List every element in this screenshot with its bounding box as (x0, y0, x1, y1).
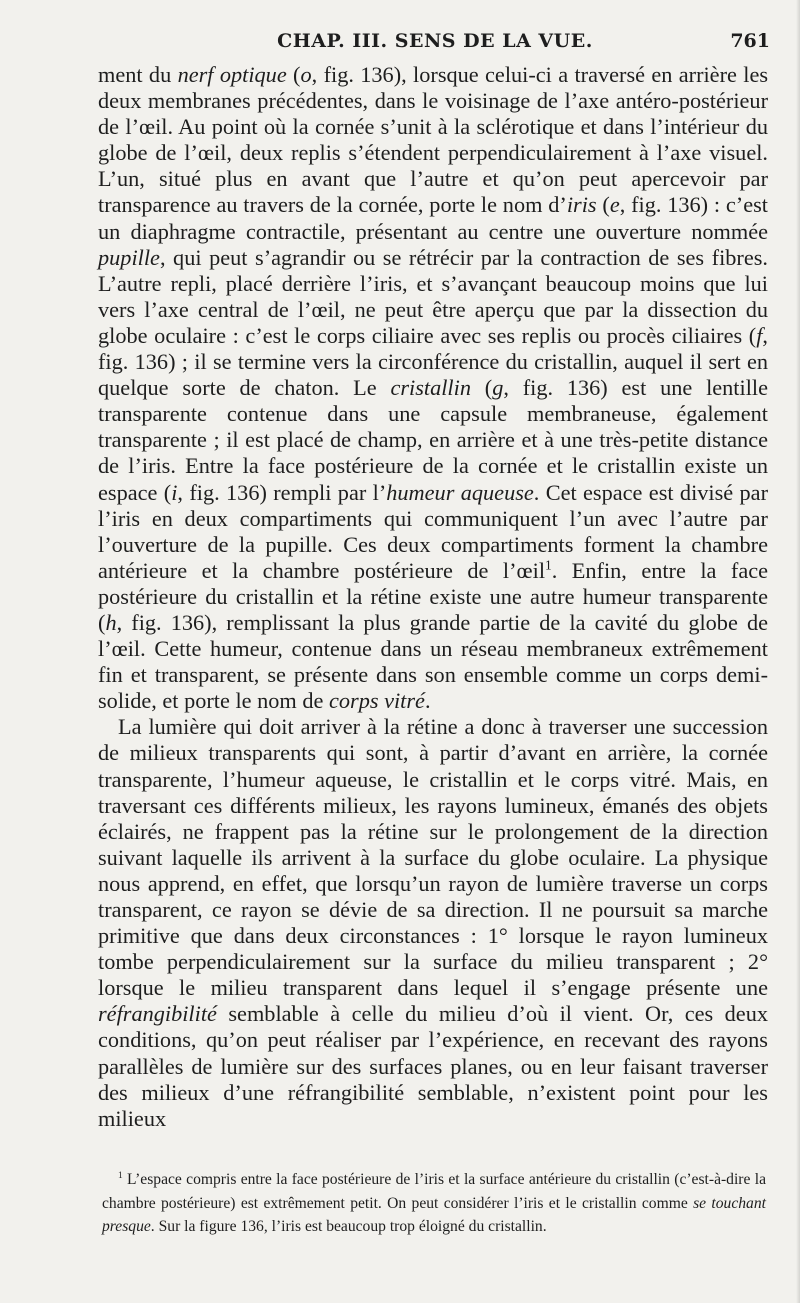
text-run: ( (286, 62, 301, 87)
text-run: , fig. 136), remplissant la plus grande partie de la cavité du globe de l’œil. Cette humeur, contenue dans un réseau membraneux extrêmement fin et transparent, se présente dans son ensemble comme un corps demi-solide, et porte le nom de (98, 609, 768, 714)
italic-term: cristallin (390, 375, 471, 401)
text-run: semblable à celle du milieu d’où il vient. Or, ces deux conditions, qu’on peut réaliser par l’expérience, en recevant des rayons parallèles de lumière sur des surfaces planes, ou en leur faisant traverser des milieux d’une réfrangibilité semblable, n’existent point pour les milieux (98, 1001, 768, 1131)
text-run: . (424, 688, 431, 714)
text-run: . Cet espace est divisé par l’iris en deux compartiments qui communiquent l’un avec l’autre par l’ouverture de la pupille. Ces deux compartiments forment la chambre antérieure et la chambre postérieure de l’œil (98, 479, 769, 583)
text-run: . Sur la figure 136, l’iris est beaucoup trop éloigné du cristallin. (150, 1218, 547, 1235)
chapter-title: CHAP. III. SENS DE LA VUE. (277, 30, 593, 52)
running-header (100, 26, 770, 60)
italic-term: pupille (98, 244, 160, 270)
italic-term: se touchant presque (102, 1194, 766, 1235)
text-run: , fig. 136), lorsque celui-ci a traversé en arrière les deux membranes précédentes, dans le voisinage de l’axe antéro-postérieur de l’œil. Au point où la cornée s’unit à la sclérotique et dans l’intérieur du globe de l’œil, deux replis s’étendent perpendiculairement à l’axe visuel. L’un, situé plus en avant que l’autre et qu’on peut apercevoir par transparence au travers de la cornée, porte le nom d’ (98, 62, 769, 218)
italic-term: réfrangibilité (98, 1001, 217, 1027)
footnotes (102, 1168, 766, 1239)
italic-term: i (171, 479, 178, 505)
text-run: L’espace compris entre la face postérieure de l’iris et la surface antérieure du cristallin (c’est-à-dire la chambre postérieure) est extrêmement petit. On peut considérer l’iris et le cristallin comme (102, 1171, 766, 1212)
scan-edge-shadow (796, 0, 800, 1303)
text-run: . Enfin, entre la face postérieure du cristallin et la rétine existe une autre humeur transparente ( (98, 557, 769, 635)
text-run: ment du (98, 62, 178, 87)
text-run: , fig. 136) rempli par l’ (177, 479, 387, 505)
text-run: ( (596, 192, 610, 218)
italic-term: e (609, 192, 620, 218)
footnote-marker: 1 (118, 1170, 123, 1181)
paragraph-1 (98, 62, 768, 714)
text-run: , fig. 136) est une lentille transparente contenue dans une capsule membraneuse, également transparente ; il est placé de champ, en arrière et à une très-petite distance de l’iris. Entre la face postérieure de la cornée et le cristallin existe un espace ( (98, 375, 768, 505)
footnote-1 (102, 1168, 766, 1239)
italic-term: iris (566, 192, 597, 218)
italic-term: corps vitré (328, 688, 425, 714)
text-run: La lumière qui doit arriver à la rétine a donc à traverser une succession de milieux transparents qui sont, à partir d’avant en arrière, la cornée transparente, l’humeur aqueuse, le cristallin et le corps vitré. Mais, en traversant ces différents milieux, les rayons lumineux, émanés des objets éclairés, ne frappent pas la rétine sur le prolongement de la direction suivant laquelle ils arrivent à la surface du globe oculaire. La physique nous apprend, en effet, que lorsqu’un rayon de lumière traverse un corps transparent, ce rayon se dévie de sa direction. Il ne poursuit sa marche primitive que dans deux circonstances : 1° lorsque le rayon lumineux tombe perpendiculairement sur la surface du milieu transparent ; 2° lorsque le milieu transparent dans lequel il s’engage présente une (98, 714, 768, 1001)
italic-term: h (105, 609, 117, 635)
text-run: , qui peut s’agrandir ou se rétrécir par la contraction de ses fibres. L’autre repli, placé derrière l’iris, et s’avançant beaucoup moins que lui vers l’axe central de l’œil, ne peut être aperçu que par la dissection du globe oculaire : c’est le corps ciliaire avec ses replis ou procès ciliaires ( (98, 244, 768, 348)
text-run: ( (470, 375, 493, 401)
italic-term: humeur aqueuse (386, 479, 534, 505)
text-run: , fig. 136) ; il se termine vers la circonférence du cristallin, auquel il sert en quelque sorte de chaton. Le (98, 322, 768, 401)
paragraph-2 (98, 714, 768, 1132)
italic-term: nerf optique (177, 62, 287, 87)
italic-term: o (300, 62, 312, 87)
main-text (98, 62, 768, 1132)
page-number: 761 (730, 30, 770, 52)
footnote-marker: 1 (545, 557, 552, 573)
italic-term: f (756, 322, 763, 348)
text-run: , fig. 136) : c’est un diaphragme contractile, présentant au centre une ouverture nommée (98, 192, 769, 244)
italic-term: g (492, 375, 504, 401)
